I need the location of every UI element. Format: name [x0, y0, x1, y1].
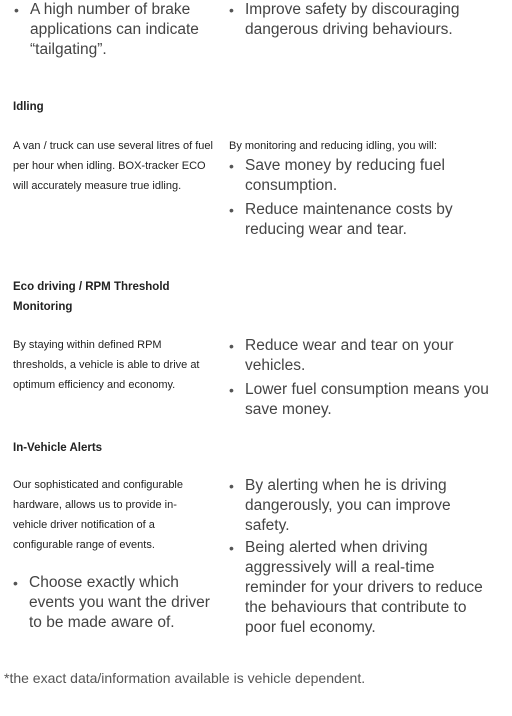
list-item: • Save money by reducing fuel consumption. — [229, 156, 499, 196]
list-item: • Reduce maintenance costs by reducing wear and tear. — [229, 200, 499, 240]
list-item: • By alerting when he is driving dangerously, you can improve safety. — [229, 476, 499, 536]
idling-intro: By monitoring and reducing idling, you will: — [229, 140, 437, 152]
alerts-heading: In-Vehicle Alerts — [13, 442, 103, 454]
list-item: • Improve safety by discouraging dangerous driving behaviours. — [229, 0, 489, 40]
list-item: • Choose exactly which events you want the driver to be made aware of. — [13, 573, 218, 633]
list-item: • Being alerted when driving aggressively will a real-time reminder for your drivers to reduce the behaviours that contribute to poor fuel economy. — [229, 538, 499, 638]
footnote: *the exact data/information available is vehicle dependent. — [4, 670, 366, 686]
idling-heading: Idling — [13, 101, 44, 113]
alerts-description: Our sophisticated and configurable hardware, allows us to provide in-vehicle driver notification of a configurable range of events. — [13, 479, 183, 551]
idling-description: A van / truck can use several litres of fuel per hour when idling. BOX-tracker ECO will accurately measure true idling. — [13, 140, 213, 192]
top-left-bullets — [14, 0, 214, 60]
eco-description: By staying within defined RPM thresholds, a vehicle is able to drive at optimum efficiency and economy. — [13, 339, 200, 391]
eco-benefits — [229, 336, 499, 420]
top-right-bullets — [229, 0, 489, 40]
list-item: • A high number of brake applications can indicate “tailgating”. — [14, 0, 214, 60]
eco-heading: Eco driving / RPM Threshold Monitoring — [13, 281, 170, 313]
idling-benefits — [229, 156, 499, 240]
alerts-benefits — [229, 476, 499, 638]
list-item: • Reduce wear and tear on your vehicles. — [229, 336, 499, 376]
list-item: • Lower fuel consumption means you save money. — [229, 380, 499, 420]
alerts-left-bullets — [13, 573, 218, 633]
